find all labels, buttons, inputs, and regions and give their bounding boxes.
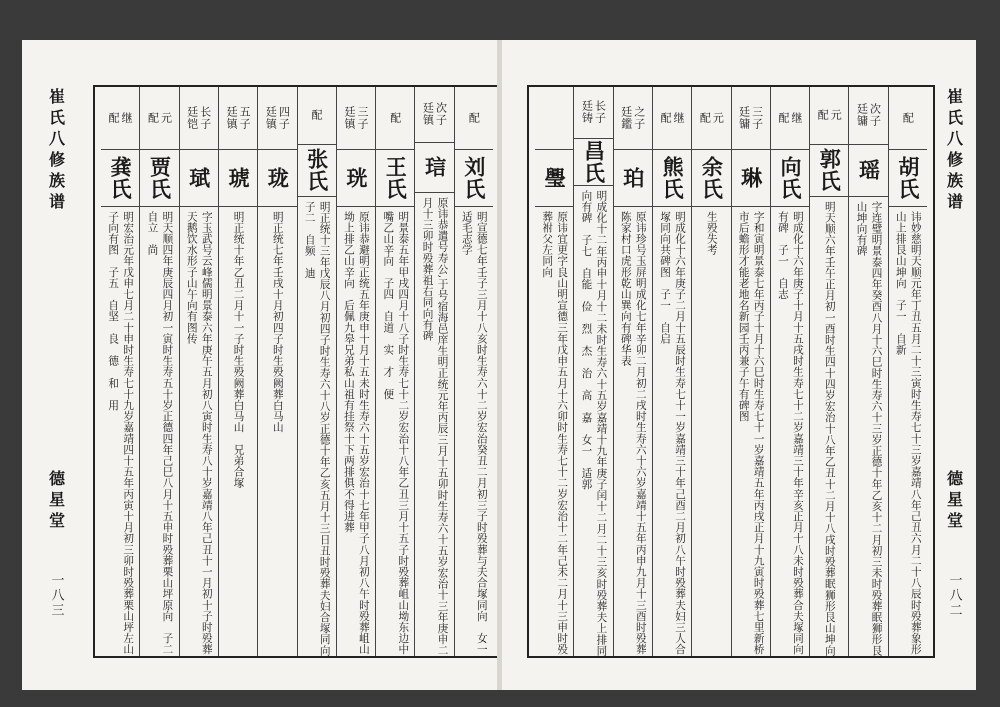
book-title-char: 族 xyxy=(944,172,964,193)
person-name: 张氏 xyxy=(304,148,330,193)
biography-cell xyxy=(810,197,848,656)
person-column xyxy=(414,87,453,656)
biography-cell xyxy=(653,207,691,656)
biography-text: 明宏治元年戊申七月二十申时生寿七十九岁嘉靖四十五年丙寅十月初三卯时殁葬栗山坪左山 子向有图 子五 自坚 良 德 和 用 xyxy=(107,211,135,655)
person-column xyxy=(336,87,375,656)
person-column xyxy=(179,87,218,656)
relation-label: 配 xyxy=(388,112,402,124)
biography-cell xyxy=(258,207,296,656)
biography-cell xyxy=(614,207,652,656)
person-name: 龚氏 xyxy=(108,156,134,200)
biography-text: 原讳恭遣号寿公,于号宿海邑庠生明正统元年丙辰三月十五卯时生寿六十五岁宏治十三年庚申二 月十三卯时殁葬祖右同向有碑 xyxy=(421,197,449,656)
left-title-rail xyxy=(44,88,68,214)
relation-cell xyxy=(219,87,257,150)
relation-cell xyxy=(180,87,218,150)
person-column xyxy=(691,87,730,656)
biography-text: 原讳宜更字良山明宣德三年戊申五月十六卯时生寿七十二岁宏治十二年己未二月十三申时殁 葬祔父左同向 xyxy=(541,211,569,655)
person-column xyxy=(848,87,887,656)
relation-label: 廷铸 xyxy=(580,100,594,125)
relation-cell xyxy=(535,87,573,150)
relation-label: 廷镇 xyxy=(225,106,239,130)
name-cell xyxy=(810,145,848,197)
biography-text: 原讳恭避明正统五年庚申十月十五未时生寿六十五岁宏治十七年甲子八月初八午时殁葬岨山 坳上排乙山辛向 后佩九皋兄弟私山祖有挂祭十下两排俱不得进葬 xyxy=(342,211,370,655)
person-name: 璺 xyxy=(542,167,568,189)
name-cell xyxy=(337,150,375,207)
biography-text: 字玉武号云峰儒明景泰六年庚午五月初八寅时生寿八十岁嘉靖八年己丑十一月初十子时殁葬 天鹅饮水形子山午向有图传 xyxy=(185,211,213,655)
book-title-char: 崔 xyxy=(944,88,964,109)
relation-label: 次子 xyxy=(868,103,882,128)
biography-cell xyxy=(732,207,770,656)
person-column xyxy=(731,87,770,656)
biography-cell xyxy=(455,207,493,656)
biography-cell xyxy=(535,207,573,656)
person-name: 刘氏 xyxy=(461,156,487,200)
person-column xyxy=(809,87,848,656)
relation-label: 继 xyxy=(789,112,803,124)
name-cell xyxy=(535,150,573,207)
book-title-char: 崔 xyxy=(46,88,66,109)
relation-label: 配 xyxy=(698,112,712,124)
biography-text: 明成化十六年庚子二月十五辰时生寿七十一岁嘉靖三十年己酉二月初八午时殁葬夫妇三人合 塚同向共碑图 子一 自启 xyxy=(659,211,687,655)
relation-cell xyxy=(692,87,730,150)
biography-cell xyxy=(415,193,453,656)
name-cell xyxy=(692,150,730,207)
hall-name-char: 德 xyxy=(46,470,66,491)
relation-label: 五子 xyxy=(238,106,252,130)
relation-cell xyxy=(653,87,691,150)
relation-label: 廷镇 xyxy=(342,106,356,130)
left-genealogy-table xyxy=(93,85,501,658)
relation-label: 配 xyxy=(310,109,324,122)
name-cell xyxy=(849,145,887,197)
book-title-char: 谱 xyxy=(46,193,66,214)
biography-cell xyxy=(298,197,336,656)
book-title-char: 八 xyxy=(46,130,66,151)
person-name: 王氏 xyxy=(383,156,409,200)
relation-cell xyxy=(810,87,848,145)
relation-label: 长子 xyxy=(593,100,607,125)
book-title-char: 氏 xyxy=(46,109,66,130)
biography-text: 原讳珍号玉屏明成化七年辛卯二月初二戌时生寿六十六岁嘉靖十五年丙申九月十三酉时殁葬 陈家村口虎形乾山巽向有碑华表 xyxy=(619,211,647,655)
person-column xyxy=(652,87,691,656)
relation-label: 配 xyxy=(776,112,790,124)
relation-cell xyxy=(101,87,139,150)
relation-label: 廷铠 xyxy=(185,106,199,130)
person-name: 昌氏 xyxy=(581,139,607,184)
name-cell xyxy=(219,150,257,207)
biography-cell xyxy=(376,207,414,656)
person-name: 琳 xyxy=(738,167,764,189)
relation-label: 继 xyxy=(120,112,134,124)
person-column xyxy=(139,87,178,656)
name-cell xyxy=(258,150,296,207)
relation-cell xyxy=(455,87,493,150)
right-genealogy-table xyxy=(527,85,935,658)
person-name: 熊氏 xyxy=(660,156,686,200)
name-cell xyxy=(298,145,336,197)
biography-cell xyxy=(692,207,730,656)
person-name: 珑 xyxy=(265,167,291,189)
relation-label: 配 xyxy=(816,109,830,122)
biography-cell xyxy=(889,207,927,656)
biography-cell xyxy=(140,207,178,656)
book-title-char: 修 xyxy=(46,151,66,172)
person-name: 珀 xyxy=(620,167,646,189)
person-column xyxy=(257,87,296,656)
biography-text: 明宣德七年壬子三月十八亥时生寿六十二岁宏治癸丑二月初三子时殁葬与夫合塚同向 女一 适毛志学 xyxy=(460,211,488,655)
page-number: 一八三 xyxy=(48,573,64,618)
relation-cell xyxy=(140,87,178,150)
person-name: 琥 xyxy=(226,167,252,189)
name-cell xyxy=(455,150,493,207)
name-cell xyxy=(653,150,691,207)
relation-label: 廷鑑 xyxy=(619,106,633,130)
person-name: 瑶 xyxy=(856,159,882,182)
relation-label: 长子 xyxy=(198,106,212,130)
person-column xyxy=(888,87,927,656)
biography-text: 明成化十六年庚子十月十五戌时生寿七十二岁嘉靖三十年辛亥正月十八未时殁葬合夫塚同向 有碑 子一 自志 xyxy=(776,211,804,655)
person-name: 琂 xyxy=(422,156,448,179)
person-column xyxy=(770,87,809,656)
person-name: 向氏 xyxy=(777,156,803,200)
relation-label: 配 xyxy=(467,112,481,124)
biography-text: 明正统十三年戊辰八月初四子时生寿六十八岁正德十年乙亥五月十三日丑时殁葬夫妇合塚同向 子二 自频 迪 xyxy=(303,200,331,656)
biography-text: 明景泰五年甲戌四月十八子时生寿七十二岁宏治十八年乙丑三月十五子时殁葬岨山坳东边中 嘴乙山辛向 子四 自道 实 才 便 xyxy=(382,211,410,655)
biography-text: 明天顺六年壬午正月初一酉时生四十四岁宏治十八年乙丑十二月十八戌时殁葬眠狮形艮山坤向 xyxy=(823,200,836,656)
relation-cell xyxy=(298,87,336,145)
relation-cell xyxy=(337,87,375,150)
biography-text: 明正统七年壬戌十月初四子时生殁阙葬白马山 xyxy=(271,211,284,433)
biography-cell xyxy=(574,186,612,656)
name-cell xyxy=(376,150,414,207)
person-column xyxy=(297,87,336,656)
biography-cell xyxy=(771,207,809,656)
name-cell xyxy=(771,150,809,207)
relation-label: 元 xyxy=(829,109,843,122)
page-number: 一八二 xyxy=(946,573,962,618)
relation-label: 配 xyxy=(659,112,673,124)
biography-text: 讳妙慈明天顺元年丁丑五月二十三寅时生寿七十三岁嘉靖八年己丑六月二十八辰时殁葬象形 山上排艮山坤向 子一 自新 xyxy=(894,211,922,655)
book-title-char: 八 xyxy=(944,130,964,151)
hall-name-char: 星 xyxy=(944,491,964,512)
person-column xyxy=(573,87,612,656)
person-name: 胡氏 xyxy=(895,156,921,200)
biography-text: 生殁失考 xyxy=(705,211,718,256)
name-cell xyxy=(889,150,927,207)
book-title-char: 谱 xyxy=(944,193,964,214)
person-name: 贾氏 xyxy=(147,156,173,200)
relation-label: 三子 xyxy=(750,106,764,130)
biography-cell xyxy=(849,197,887,656)
relation-label: 之子 xyxy=(632,106,646,130)
book-title-char: 族 xyxy=(46,172,66,193)
person-column xyxy=(535,87,573,656)
person-column xyxy=(218,87,257,656)
relation-cell xyxy=(574,87,612,139)
relation-label: 三子 xyxy=(355,106,369,130)
relation-label: 廷镛 xyxy=(737,106,751,130)
relation-label: 配 xyxy=(146,112,160,124)
biography-cell xyxy=(337,207,375,656)
person-column xyxy=(375,87,414,656)
relation-cell xyxy=(771,87,809,150)
biography-cell xyxy=(180,207,218,656)
hall-name-char: 星 xyxy=(46,491,66,512)
relation-label: 廷镇 xyxy=(421,102,435,127)
relation-label: 继 xyxy=(672,112,686,124)
person-column xyxy=(454,87,493,656)
person-name: 郭氏 xyxy=(817,148,843,193)
relation-cell xyxy=(889,87,927,150)
relation-cell xyxy=(614,87,652,150)
left-footer-rail xyxy=(44,470,68,618)
relation-label: 廷镇 xyxy=(264,106,278,130)
biography-text: 字和寅明景泰七年丙子十月十六巳时生寿七十一岁嘉靖五年丙戌正月十九寅时殁葬七里新桥 市后蟾形才能老地名新园壬丙兼子午有碑图 xyxy=(737,211,765,655)
relation-label: 元 xyxy=(711,112,725,124)
name-cell xyxy=(140,150,178,207)
relation-cell xyxy=(415,87,453,143)
biography-text: 明成化十二年丙申十月十二未时生寿六十五岁嘉靖十九年庚子闰十二月二十三亥时殁葬夫上排同 向有碑 子七 自能 俭 烈 杰 治 高 嘉 女一 适郭 xyxy=(580,189,608,656)
person-column xyxy=(101,87,139,656)
right-page xyxy=(502,40,976,690)
person-name: 余氏 xyxy=(699,156,725,200)
biography-text: 字连璧明景泰四年癸酉八月十六巳时生寿六十三岁正德十年乙亥十二月初三未时殁葬眠狮形艮 山坤向有碑 xyxy=(855,200,883,656)
relation-cell xyxy=(258,87,296,150)
relation-label: 配 xyxy=(107,112,121,124)
book-title-char: 修 xyxy=(944,151,964,172)
relation-cell xyxy=(732,87,770,150)
biography-text: 明正统十年乙丑二月十一子时生殁阙葬白马山 兄弟合塚 xyxy=(232,211,245,489)
biography-cell xyxy=(219,207,257,656)
relation-label: 四子 xyxy=(277,106,291,130)
person-name: 珖 xyxy=(343,167,369,189)
relation-label: 配 xyxy=(901,112,915,124)
hall-name-char: 堂 xyxy=(944,512,964,533)
relation-cell xyxy=(849,87,887,145)
name-cell xyxy=(732,150,770,207)
relation-label: 元 xyxy=(159,112,173,124)
name-cell xyxy=(180,150,218,207)
name-cell xyxy=(614,150,652,207)
biography-text: 明天顺四年庚辰四月初一寅时生寿五十岁正德四年己巳八月十五申时殁葬栗山坪原向 子二 自立 尚 xyxy=(146,211,174,655)
name-cell xyxy=(415,143,453,193)
biography-cell xyxy=(101,207,139,656)
person-column xyxy=(613,87,652,656)
relation-cell xyxy=(376,87,414,150)
hall-name-char: 堂 xyxy=(46,512,66,533)
name-cell xyxy=(574,139,612,186)
hall-name-char: 德 xyxy=(944,470,964,491)
relation-label: 次子 xyxy=(434,102,448,127)
book-title-char: 氏 xyxy=(944,109,964,130)
left-page xyxy=(22,40,498,690)
right-title-rail xyxy=(942,88,966,214)
right-footer-rail xyxy=(942,470,966,618)
relation-label: 廷镛 xyxy=(855,103,869,128)
name-cell xyxy=(101,150,139,207)
person-name: 珷 xyxy=(186,167,212,189)
